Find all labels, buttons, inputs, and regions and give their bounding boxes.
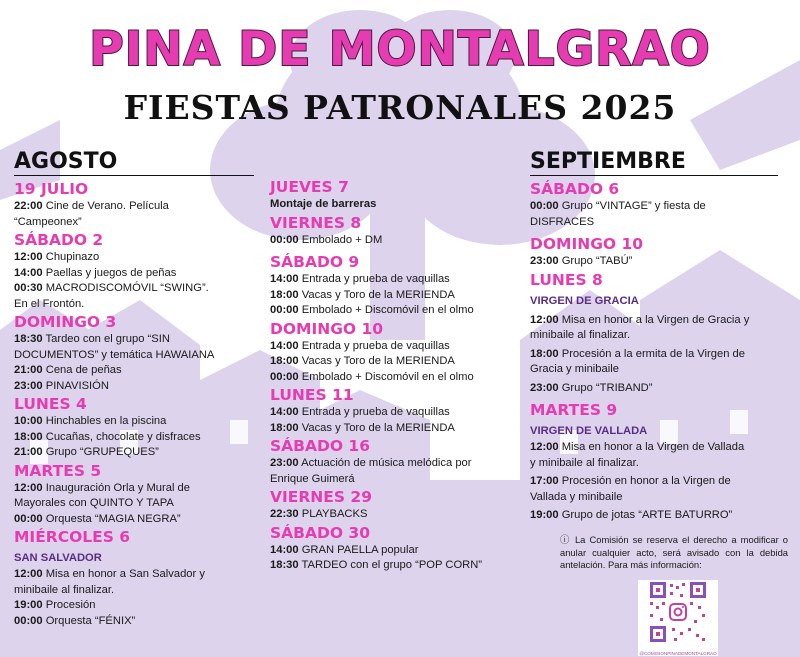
- event-item: 18:00 Vacas y Toro de la MERIENDA: [270, 355, 455, 367]
- info-note: [560, 534, 788, 572]
- month-heading-september: SEPTIEMBRE: [530, 149, 778, 176]
- event-item: 18:00 Procesión a la ermita de la Virgen de Gracia y minibaile: [530, 347, 745, 375]
- schedule-column-3: [530, 179, 788, 524]
- day-heading: LUNES 4: [14, 395, 87, 413]
- schedule-column-2: [270, 177, 520, 574]
- day-heading: SÁBADO 6: [530, 180, 620, 198]
- event-item: 21:00 Cena de peñas: [14, 364, 122, 376]
- event-item: 22:30 PLAYBACKS: [270, 508, 368, 520]
- event-item: 00:30 MACRODISCOMÓVIL “SWING”. En el Frontón.: [14, 282, 209, 310]
- day-subheading: VIRGEN DE GRACIA: [530, 294, 639, 307]
- day-heading: DOMINGO 10: [270, 319, 384, 338]
- event-item: 00:00 Grupo “VINTAGE” y fiesta de DISFRACES: [530, 200, 706, 228]
- day-heading: VIERNES 8: [270, 213, 362, 232]
- event-item: 00:00 Embolado + Discomóvil en el olmo: [270, 304, 474, 316]
- day-heading: MARTES 5: [14, 461, 102, 480]
- day-heading: 19 JULIO: [14, 180, 89, 198]
- event-item: 22:00 Cine de Verano. Película “Campeonex”: [14, 200, 169, 228]
- day-heading: JUEVES 7: [270, 178, 349, 196]
- event-item: 00:00 Orquesta “FÉNIX”: [14, 614, 136, 627]
- qr-caption: @COMISIONPINADEMONTALGRAO: [639, 651, 717, 656]
- day-heading: SÁBADO 9: [270, 253, 360, 271]
- event-item: 23:00 Grupo “TABÚ”: [530, 255, 633, 267]
- day-subheading: VIRGEN DE VALLADA: [530, 425, 648, 437]
- page-title: PINA DE MONTALGRAO: [89, 22, 711, 77]
- event-item: 00:00 Orquesta “MAGIA NEGRA”: [14, 512, 181, 525]
- page-subtitle: FIESTAS PATRONALES 2025: [123, 88, 677, 127]
- event-item: 19:00 Procesión: [14, 599, 96, 611]
- event-item: 18:00 Vacas y Toro de la MERIENDA: [270, 421, 455, 434]
- event-item: 18:30 TARDEO con el grupo “POP CORN”: [270, 559, 483, 571]
- day-heading: VIERNES 29: [270, 488, 372, 506]
- event-item: 19:00 Grupo de jotas “ARTE BATURRO”: [530, 509, 733, 521]
- day-heading: SÁBADO 2: [14, 231, 104, 249]
- event-item: 23:00 Actuación de música melódica por Enrique Guimerá: [270, 457, 472, 485]
- day-heading: DOMINGO 3: [14, 313, 117, 331]
- event-item: 14:00 Entrada y prueba de vaquillas: [270, 273, 450, 285]
- info-icon: ⓘ: [560, 534, 575, 545]
- event-item: 18:30 Tardeo con el grupo “SIN DOCUMENTOS” y temática HAWAIANA: [14, 333, 215, 361]
- qr-code[interactable]: [638, 580, 718, 656]
- event-item: 21:00 Grupo “GRUPEQUES”: [14, 446, 159, 458]
- event-item: 18:00 Vacas y Toro de la MERIENDA: [270, 288, 455, 301]
- day-heading: DOMINGO 10: [530, 235, 644, 253]
- event-item: 23:00 PINAVISIÓN: [14, 379, 109, 392]
- event-item: 14:00 Paellas y juegos de peñas: [14, 266, 177, 279]
- event-item: 12:00 Chupinazo: [14, 251, 100, 263]
- event-item: 23:00 Grupo “TRIBAND”: [530, 381, 653, 394]
- event-item: 17:00 Procesión en honor a la Virgen de Vallada y minibaile: [530, 475, 731, 503]
- event-item: 12:00 Misa en honor a la Virgen de Gracia y minibaile al finalizar.: [530, 313, 750, 341]
- event-item: 10:00 Hinchables en la piscina: [14, 415, 167, 427]
- day-heading: MARTES 9: [530, 401, 618, 419]
- event-item: Montaje de barreras: [270, 198, 377, 210]
- qr-code-image: [638, 580, 718, 648]
- event-item: 12:00 Inauguración Orla y Mural de Mayorales con QUINTO Y TAPA: [14, 481, 191, 509]
- day-heading: LUNES 11: [270, 386, 354, 404]
- event-item: 12:00 Misa en honor a la Virgen de Vallada y minibaile al finalizar.: [530, 441, 745, 469]
- day-heading: SÁBADO 30: [270, 523, 370, 542]
- event-item: 00:00 Embolado + Discomóvil en el olmo: [270, 370, 474, 383]
- month-heading-august: AGOSTO: [14, 149, 254, 176]
- event-item: 18:00 Cucañas, chocolate y disfraces: [14, 430, 201, 443]
- day-heading: MIÉRCOLES 6: [14, 528, 131, 546]
- event-item: 00:00 Embolado + DM: [270, 233, 383, 246]
- info-note-text: La Comisión se reserva el derecho a modificar o anular cualquier acto, será avisado con la debida antelación. Para más información:: [560, 534, 789, 571]
- event-item: 12:00 Misa en honor a San Salvador y minibaile al finalizar.: [14, 568, 205, 596]
- day-heading: SÁBADO 16: [270, 437, 370, 455]
- event-item: 14:00 GRAN PAELLA popular: [270, 543, 419, 556]
- schedule-column-1: [14, 179, 259, 629]
- day-subheading: SAN SALVADOR: [14, 552, 102, 564]
- event-item: 14:00 Entrada y prueba de vaquillas: [270, 406, 450, 418]
- day-heading: LUNES 8: [530, 270, 603, 289]
- event-item: 14:00 Entrada y prueba de vaquillas: [270, 339, 450, 352]
